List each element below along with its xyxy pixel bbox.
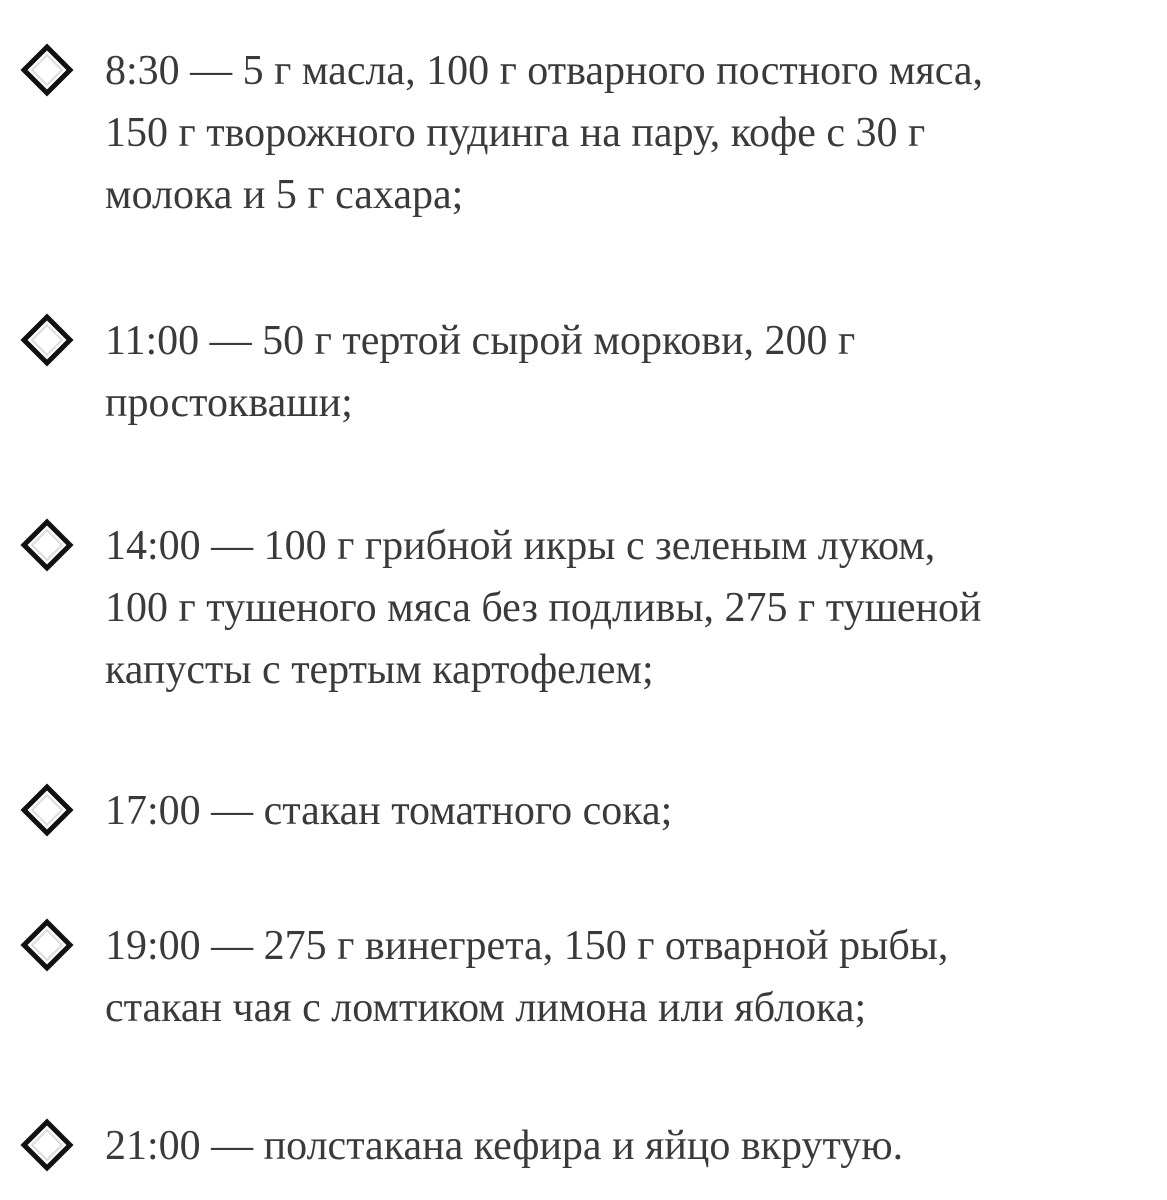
list-item-line: 11:00 — 50 г тертой сырой моркови, 200 г	[105, 318, 856, 364]
list-item-text	[105, 915, 948, 1039]
diamond-bullet-icon	[18, 782, 76, 840]
list-item-text	[105, 515, 982, 701]
list-item-text	[105, 1115, 903, 1177]
list-item-line: 21:00 — полстакана кефира и яйцо вкрутую.	[105, 1123, 904, 1169]
list-item-text	[105, 780, 672, 842]
list-item-line: капусты с тертым картофелем;	[105, 647, 654, 693]
list-item-text	[105, 310, 855, 434]
diamond-bullet-icon	[18, 517, 76, 575]
diamond-bullet-icon	[18, 42, 76, 100]
list-item-line: молока и 5 г сахара;	[105, 172, 464, 218]
list-item-line: 8:30 — 5 г масла, 100 г отварного постного мяса,	[105, 48, 984, 94]
list-item-line: 19:00 — 275 г винегрета, 150 г отварной рыбы,	[105, 923, 949, 969]
diamond-bullet-icon	[18, 1117, 76, 1175]
list-item-text	[105, 40, 983, 226]
list-item-line: простокваши;	[105, 380, 353, 426]
diamond-bullet-icon	[18, 917, 76, 975]
list-item-line: 100 г тушеного мяса без подливы, 275 г тушеной	[105, 585, 982, 631]
list-item-line: 150 г творожного пудинга на пару, кофе с 30 г	[105, 110, 926, 156]
list-item-line: 17:00 — стакан томатного сока;	[105, 788, 673, 834]
list-item-line: 14:00 — 100 г грибной икры с зеленым луком,	[105, 523, 936, 569]
diamond-bullet-icon	[18, 312, 76, 370]
list-item-line: стакан чая с ломтиком лимона или яблока;	[105, 985, 867, 1031]
